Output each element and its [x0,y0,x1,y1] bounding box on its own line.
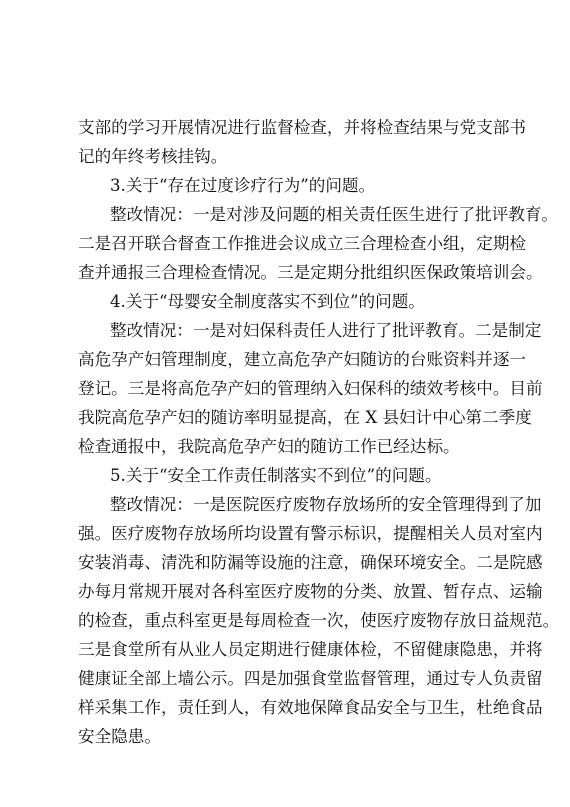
text-line: 记的年终考核挂钩。 [78,147,228,166]
text-line: 安装消毒、清洗和防漏等设施的注意，确保环境安全。二是院感 [78,553,543,572]
text-line: 健康证全部上墙公示。四是加强食堂监督管理，通过专人负责留 [78,669,543,688]
text-line: 整改情况：一是医院医疗废物存放场所的安全管理得到了加 [110,495,542,514]
text-line: 二是召开联合督查工作推进会议成立三合理检查小组，定期检 [78,234,527,253]
text-line: 的检查，重点科室更是每周检查一次，使医疗废物存放日益规范。 [78,611,560,630]
text-line: 登记。三是将高危孕产妇的管理纳入妇保科的绩效考核中。目前 [78,379,543,398]
text-line: 办每月常规开展对各科室医疗废物的分类、放置、暂存点、运输 [78,582,543,601]
text-line: 检查通报中，我院高危孕产妇的随访工作已经达标。 [78,437,460,456]
text-line: 样采集工作，责任到人，有效地保障食品安全与卫生，杜绝食品 [78,698,543,717]
text-line: 整改情况：一是对妇保科责任人进行了批评教育。二是制定 [110,321,542,340]
section-heading: 5.关于“安全工作责任制落实不到位”的问题。 [110,466,442,485]
text-line: 强。医疗废物存放场所均设置有警示标识，提醒相关人员对室内 [78,524,543,543]
text-line: 三是食堂所有从业人员定期进行健康体检，不留健康隐患，并将 [78,640,543,659]
section-heading: 3.关于“存在过度诊疗行为”的问题。 [110,176,376,195]
text-line: 查并通报三合理检查情况。三是定期分批组织医保政策培训会。 [78,263,543,282]
text-line: 我院高危孕产妇的随访率明显提高，在 X 县妇计中心第二季度 [78,408,532,427]
section-heading: 4.关于“母婴安全制度落实不到位”的问题。 [110,292,425,311]
text-line: 整改情况：一是对涉及问题的相关责任医生进行了批评教育。 [110,205,559,224]
text-line: 高危孕产妇管理制度，建立高危孕产妇随访的台账资料并逐一 [78,350,527,369]
text-line: 支部的学习开展情况进行监督检查，并将检查结果与党支部书 [78,118,527,137]
text-line: 安全隐患。 [78,727,161,746]
